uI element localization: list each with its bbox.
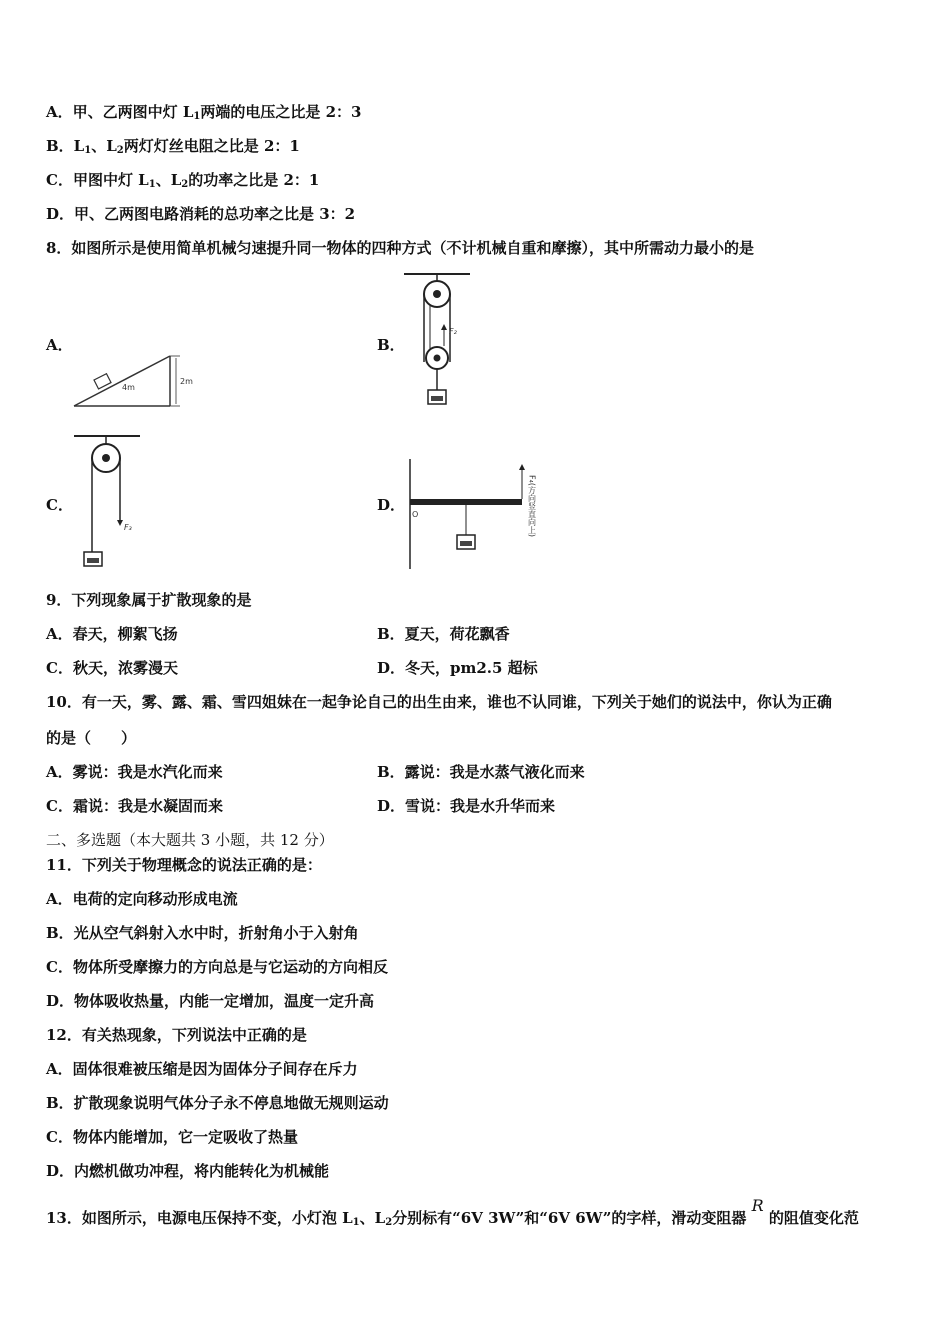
incline-height-label: 2m bbox=[180, 377, 193, 386]
q7-option-b: B．$L_1$、$L_2$两灯灯丝电阻之比是 2：1 bbox=[46, 137, 300, 156]
q11-option-b: B．光从空气斜射入水中时，折射角小于入射角 bbox=[46, 924, 359, 942]
q8-label-c: C． bbox=[46, 496, 73, 514]
force-arrowhead-d bbox=[519, 464, 525, 470]
q11-option-c: C．物体所受摩擦力的方向总是与它运动的方向相反 bbox=[46, 958, 388, 976]
q9-option-d: D．冬天，pm2.5 超标 bbox=[377, 659, 538, 677]
q8-figure-c-fixed-pulley bbox=[70, 430, 150, 575]
q12-option-c: C．物体内能增加，它一定吸收了热量 bbox=[46, 1128, 298, 1146]
q10-option-a: A．雾说：我是水汽化而来 bbox=[46, 763, 223, 781]
force-label-d: F₄(方向竖直向上) bbox=[527, 475, 537, 538]
lever-bar bbox=[410, 499, 522, 505]
q7-option-a: A．甲、乙两图中灯 $L_1$两端的电压之比是 2：3 bbox=[46, 103, 362, 122]
q7-option-d: D．甲、乙两图电路消耗的总功率之比是 3：2 bbox=[46, 205, 356, 223]
q11-option-a: A．电荷的定向移动形成电流 bbox=[46, 890, 238, 908]
q9-stem: 9．下列现象属于扩散现象的是 bbox=[46, 591, 252, 609]
q12-option-d: D．内燃机做功冲程，将内能转化为机械能 bbox=[46, 1162, 330, 1180]
q13-stem: 13．如图所示，电源电压保持不变，小灯泡 $L_1$、$L_2$分别标有“6V 3W”和“6V 6W”的字样，滑动变阻器 R 的阻值变化范 bbox=[46, 1196, 859, 1228]
weight-b-mark bbox=[431, 396, 443, 401]
fixed-pulley-axle bbox=[433, 290, 441, 298]
pivot-label: O bbox=[412, 510, 419, 519]
q10-stem-line2: 的是（ ） bbox=[46, 729, 137, 747]
q8-figure-d-lever bbox=[404, 455, 549, 573]
fixed-pulley-c-axle bbox=[102, 454, 110, 462]
force-label-b: F₂ bbox=[449, 327, 457, 336]
q8-label-b: B． bbox=[377, 336, 405, 354]
force-label-c: F₃ bbox=[124, 523, 132, 532]
section-heading-multiple-choice: 二、多选题（本大题共 3 小题，共 12 分） bbox=[46, 831, 334, 849]
q9-option-a: A．春天，柳絮飞扬 bbox=[46, 625, 178, 643]
q8-figure-b-pulley-block bbox=[400, 268, 480, 413]
q13-variable-r: R bbox=[751, 1196, 764, 1215]
q9-option-b: B．夏天，荷花飘香 bbox=[377, 625, 510, 643]
q12-option-a: A．固体很难被压缩是因为固体分子间存在斥力 bbox=[46, 1060, 358, 1078]
q7-option-c: C．甲图中灯 $L_1$、$L_2$的功率之比是 2：1 bbox=[46, 171, 320, 190]
q9-option-c: C．秋天，浓雾漫天 bbox=[46, 659, 178, 677]
q11-option-d: D．物体吸收热量，内能一定增加，温度一定升高 bbox=[46, 992, 375, 1010]
weight-d-mark bbox=[460, 541, 472, 546]
q8-label-a: A． bbox=[46, 336, 73, 354]
q12-stem: 12．有关热现象，下列说法中正确的是 bbox=[46, 1026, 307, 1044]
force-arrowhead-c bbox=[117, 520, 123, 526]
q10-stem-line1: 10．有一天，雾、露、霜、雪四姐妹在一起争论自己的出生由来，谁也不认同谁，下列关于她们的说法中，你认为正确 bbox=[46, 693, 832, 711]
q8-stem: 8．如图所示是使用简单机械匀速提升同一物体的四种方式（不计机械自重和摩擦），其中所需动力最小的是 bbox=[46, 239, 754, 257]
q10-option-d: D．雪说：我是水升华而来 bbox=[377, 797, 556, 815]
q8-label-d: D． bbox=[377, 496, 406, 514]
q11-stem: 11．下列关于物理概念的说法正确的是： bbox=[46, 856, 322, 874]
incline-slope bbox=[74, 356, 170, 406]
force-arrowhead-b bbox=[441, 324, 447, 330]
incline-length-label: 4m bbox=[122, 383, 135, 392]
q10-option-b: B．露说：我是水蒸气液化而来 bbox=[377, 763, 585, 781]
movable-pulley-axle bbox=[434, 355, 441, 362]
q8-figure-a-incline bbox=[70, 350, 193, 412]
q10-option-c: C．霜说：我是水凝固而来 bbox=[46, 797, 223, 815]
incline-block bbox=[94, 374, 111, 389]
weight-c-mark bbox=[87, 558, 99, 563]
q12-option-b: B．扩散现象说明气体分子永不停息地做无规则运动 bbox=[46, 1094, 389, 1112]
